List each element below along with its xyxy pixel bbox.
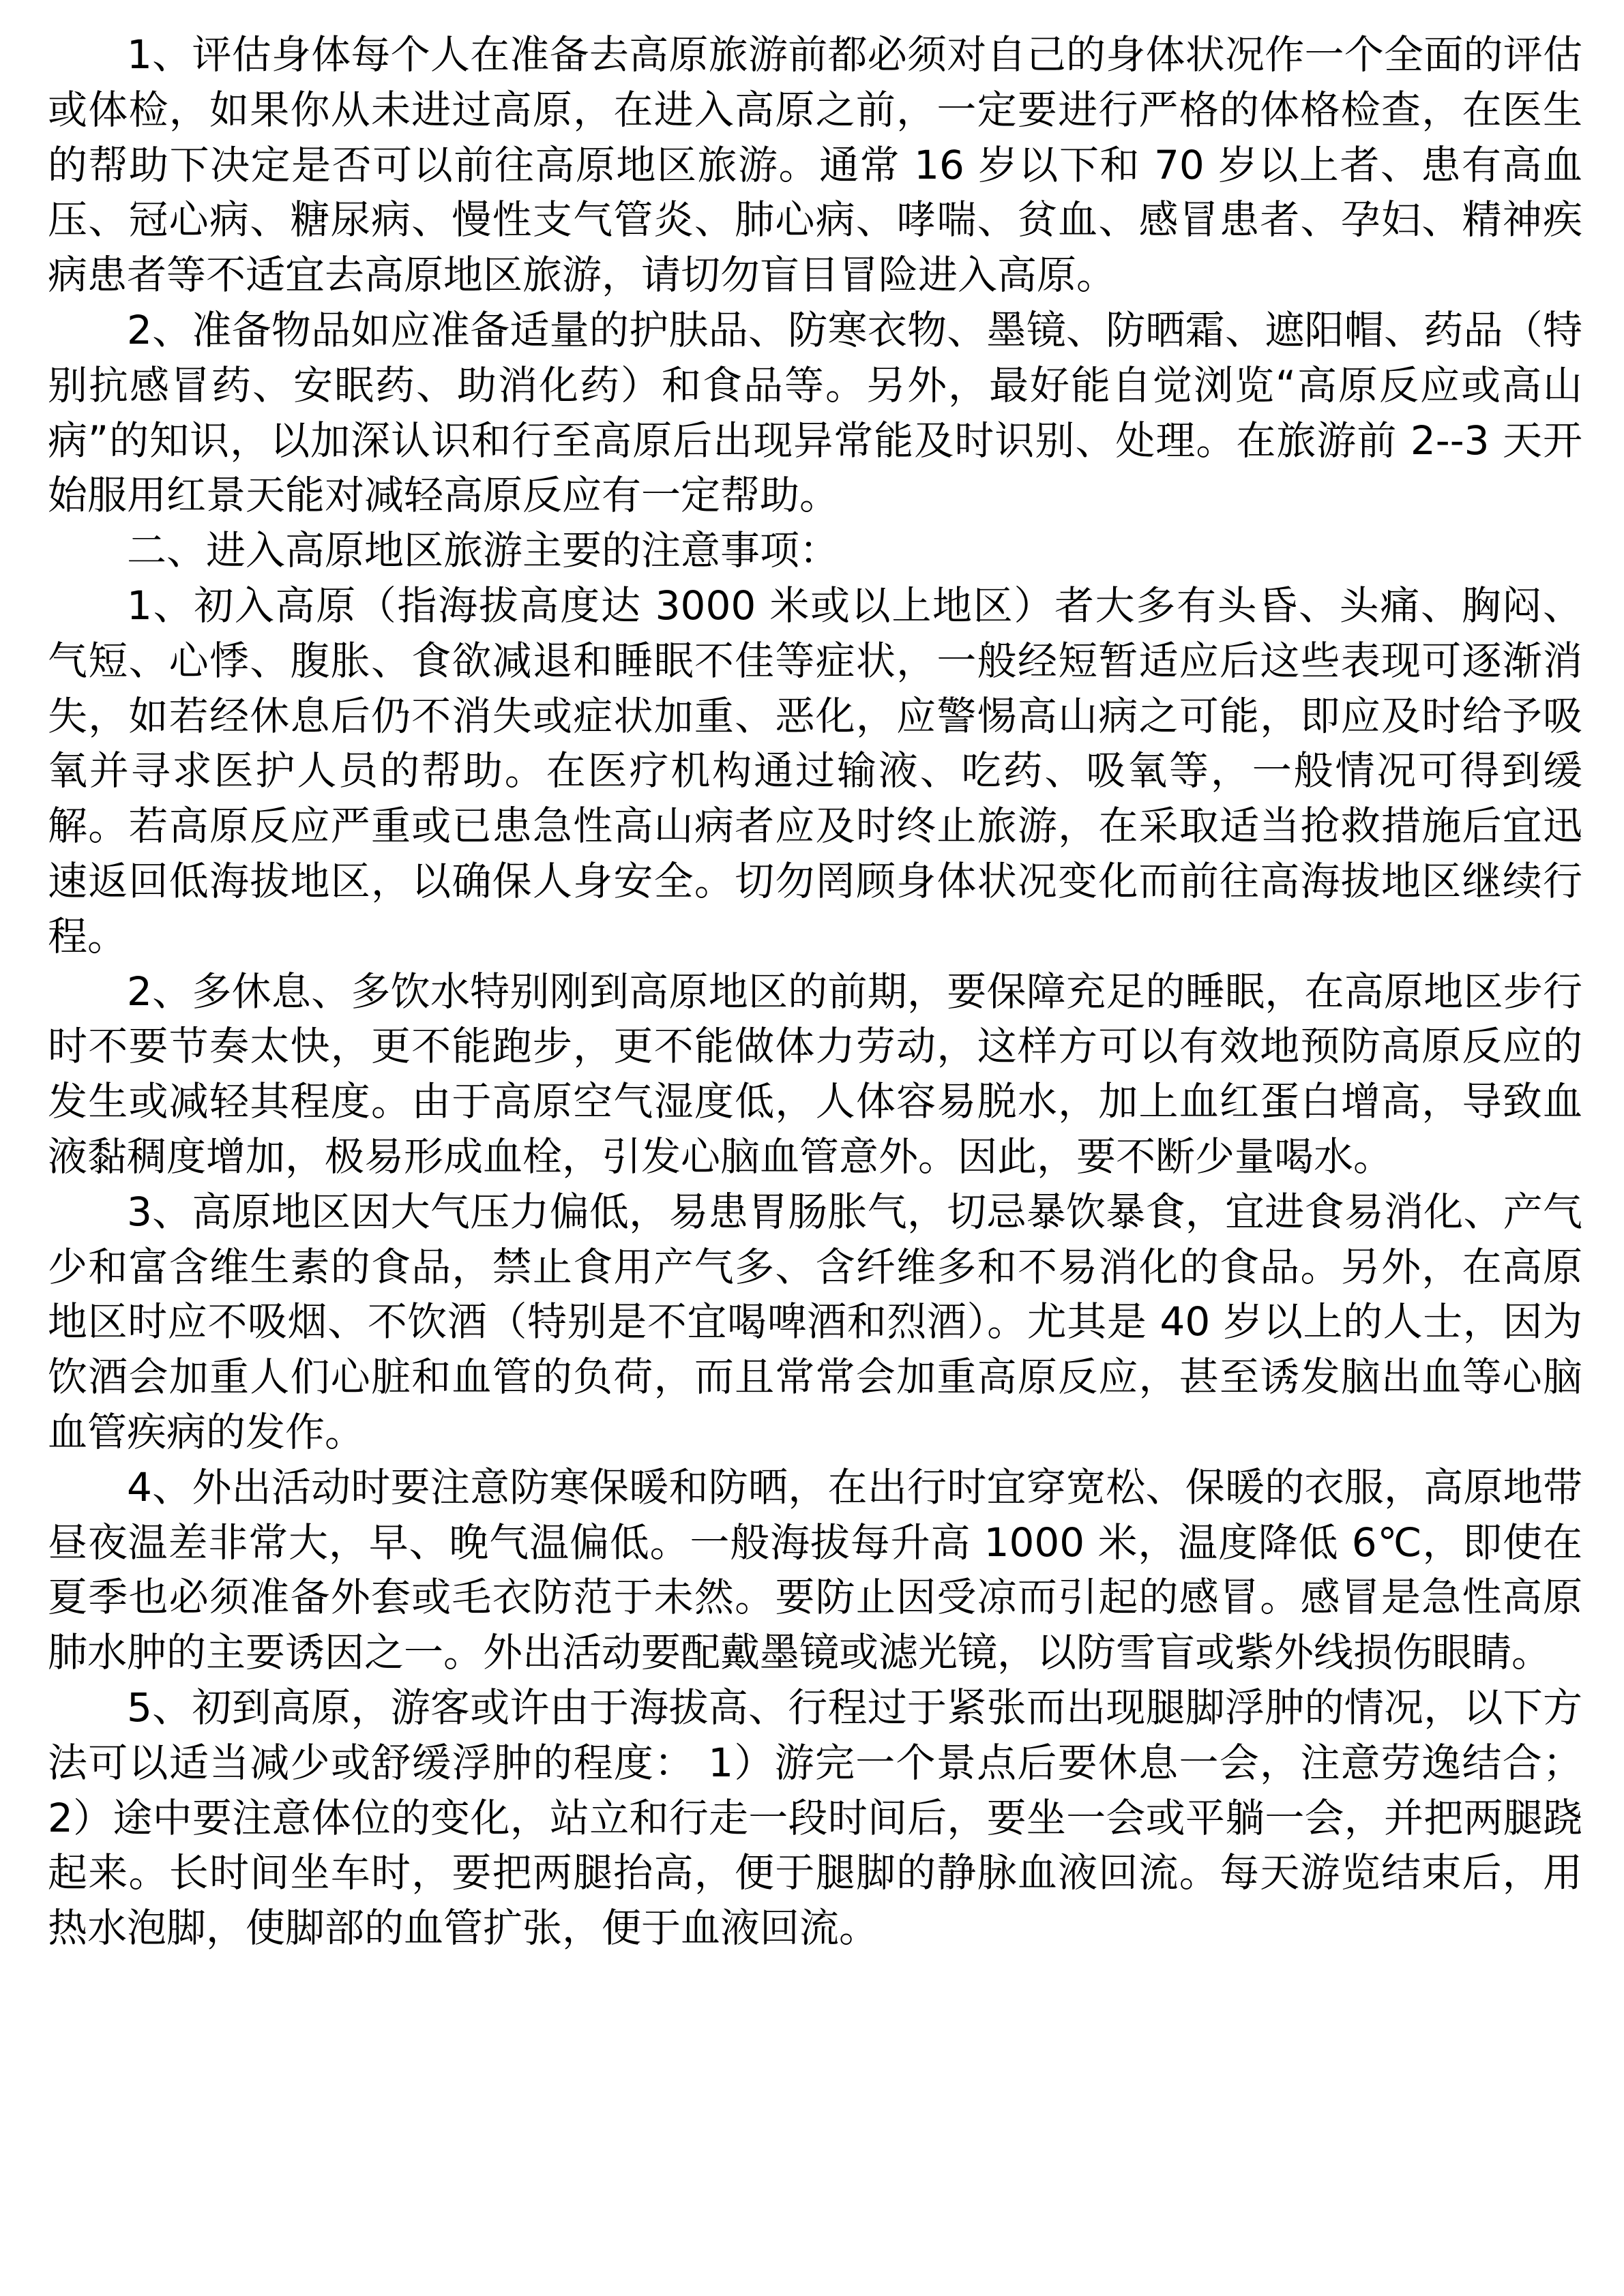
paragraph-swelling-relief: 5、初到高原，游客或许由于海拔高、行程过于紧张而出现腿脚浮肿的情况，以下方法可以适当减少或舒缓浮肿的程度： 1）游完一个景点后要休息一会，注意劳逸结合； 2）途中要注意体位的变化，站立和行走一段时间后，要坐一会或平躺一会，并把两腿跷起来。长时间坐车时，要把两腿抬高，便于腿脚的静脉血液回流。每天游览结束后，用热水泡脚，使脚部的血管扩张，便于血液回流。 <box>48 1684 1582 1952</box>
section-heading-precautions: 二、进入高原地区旅游主要的注意事项： <box>127 527 840 574</box>
paragraph-health-assessment: 1、评估身体每个人在准备去高原旅游前都必须对自己的身体状况作一个全面的评估或体检，如果你从未进过高原，在进入高原之前，一定要进行严格的体格检查，在医生的帮助下决定是否可以前往高原地区旅游。通常 16 岁以下和 70 岁以上者、患有高血压、冠心病、糖尿病、慢性支气管炎、肺心病、哮喘、贫血、感冒患者、孕妇、精神疾病患者等不适宜去高原地区旅游，请切勿盲目冒险进入高原。 <box>48 31 1582 299</box>
paragraph-diet: 3、高原地区因大气压力偏低，易患胃肠胀气，切忌暴饮暴食，宜进食易消化、产气少和富含维生素的食品，禁止食用产气多、含纤维多和不易消化的食品。另外，在高原地区时应不吸烟、不饮酒（特别是不宜喝啤酒和烈酒）。尤其是 40 岁以上的人士，因为饮酒会加重人们心脏和血管的负荷，而且常常会加重高原反应，甚至诱发脑出血等心脑血管疾病的发作。 <box>48 1188 1582 1455</box>
paragraph-altitude-symptoms: 1、初入高原（指海拔高度达 3000 米或以上地区）者大多有头昏、头痛、胸闷、气短、心悸、腹胀、食欲减退和睡眠不佳等症状，一般经短暂适应后这些表现可逐渐消失，如若经休息后仍不消失或症状加重、恶化，应警惕高山病之可能，即应及时给予吸氧并寻求医护人员的帮助。在医疗机构通过输液、吃药、吸氧等，一般情况可得到缓解。若高原反应严重或已患急性高山病者应及时终止旅游，在采取适当抢救措施后宜迅速返回低海拔地区，以确保人身安全。切勿罔顾身体状况变化而前往高海拔地区继续行程。 <box>48 582 1582 959</box>
paragraph-warmth-and-sun: 4、外出活动时要注意防寒保暖和防晒，在出行时宜穿宽松、保暖的衣服，高原地带昼夜温差非常大，早、晚气温偏低。一般海拔每升高 1000 米，温度降低 6℃，即使在夏季也必须准备外套或毛衣防范于未然。要防止因受凉而引起的感冒。感冒是急性高原肺水肿的主要诱因之一。外出活动要配戴墨镜或滤光镜，以防雪盲或紫外线损伤眼睛。 <box>48 1463 1582 1676</box>
paragraph-rest-and-water: 2、多休息、多饮水特别刚到高原地区的前期，要保障充足的睡眠，在高原地区步行时不要节奏太快，更不能跑步，更不能做体力劳动，这样方可以有效地预防高原反应的发生或减轻其程度。由于高原空气湿度低，人体容易脱水，加上血红蛋白增高，导致血液黏稠度增加，极易形成血栓，引发心脑血管意外。因此，要不断少量喝水。 <box>48 968 1582 1180</box>
paragraph-preparation-items: 2、准备物品如应准备适量的护肤品、防寒衣物、墨镜、防晒霜、遮阳帽、药品（特别抗感冒药、安眠药、助消化药）和食品等。另外，最好能自觉浏览“高原反应或高山病”的知识，以加深认识和行至高原后出现异常能及时识别、处理。在旅游前 2--3 天开始服用红景天能对减轻高原反应有一定帮助。 <box>48 306 1582 519</box>
document-body <box>48 27 1582 1956</box>
